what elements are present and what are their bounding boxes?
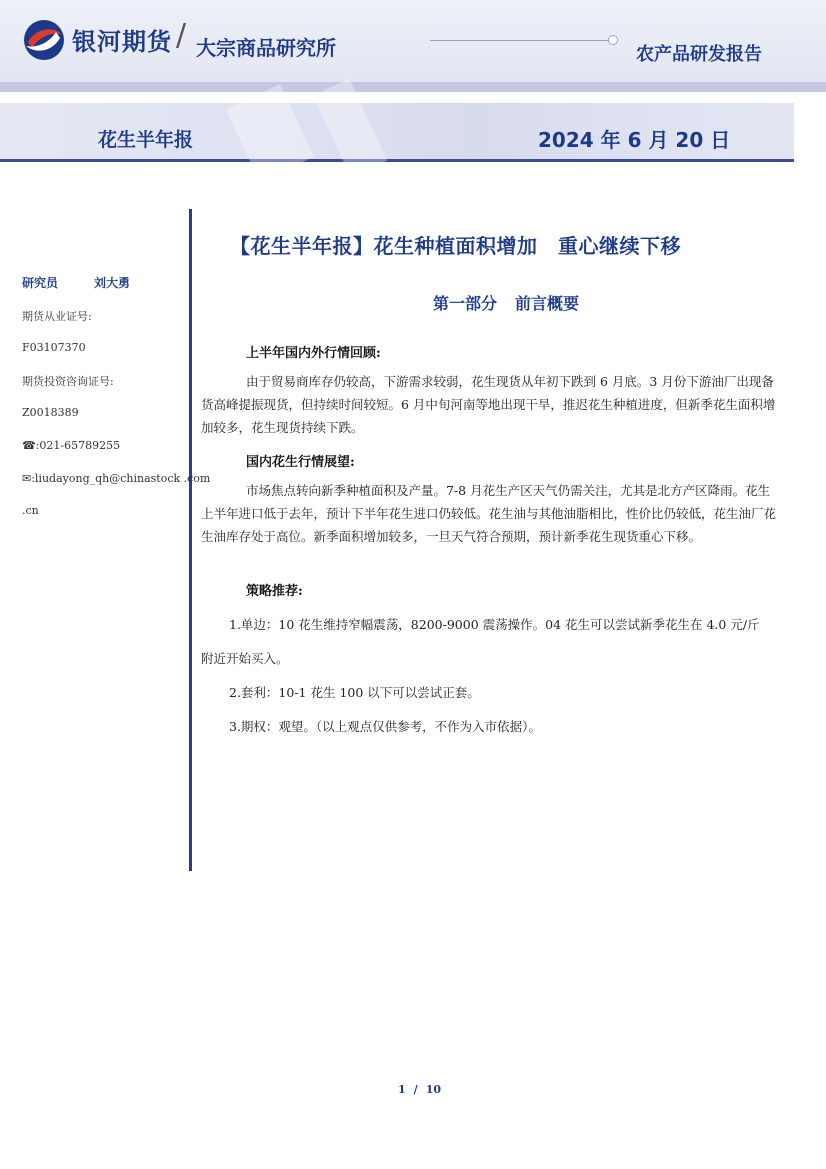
outlook-paragraph: 市场焦点转向新季种植面积及产量。7-8 月花生产区天气仍需关注，尤其是北方产区降雨。花生上半年进口低于去年，预计下半年花生进口仍较低。花生油与其他油脂相比，性价比仍较低，花生油厂花生油库存处于高位。新季面积增加较多，一旦天气符合预期，预计新季花生现货重心下移。 xyxy=(201,483,777,544)
outlook-heading: 国内花生行情展望: xyxy=(246,455,355,470)
consult-number: Z0018389 xyxy=(22,406,79,419)
galaxy-logo-icon xyxy=(22,18,66,62)
report-title: 【花生半年报】花生种植面积增加 重心继续下移 xyxy=(230,234,681,258)
strategy-item: 3.期权：观望。（以上观点仅供参考，不作为入市依据）。 xyxy=(229,719,541,734)
brand-name: 银河期货 xyxy=(72,28,172,56)
review-heading: 上半年国内外行情回顾: xyxy=(246,346,381,361)
analyst-role: 研究员 xyxy=(22,276,59,290)
section-heading xyxy=(433,291,579,314)
page-current: 1 xyxy=(398,1083,406,1096)
brand-separator: / xyxy=(176,18,187,53)
email-address[interactable]: ✉:liudayong_qh@chinastock .com xyxy=(22,472,211,485)
analyst-name: 刘大勇 xyxy=(94,276,131,290)
license-number: F03107370 xyxy=(22,341,86,354)
section-name: 前言概要 xyxy=(515,294,580,313)
strategy-item: 2.套利：10-1 花生 100 以下可以尝试正套。 xyxy=(229,685,480,700)
page-separator: / xyxy=(413,1083,418,1096)
report-date: 2024 年 6 月 20 日 xyxy=(538,128,731,152)
strategy-heading: 策略推荐: xyxy=(246,584,303,599)
report-type: 农产品研发报告 xyxy=(636,44,762,65)
institute-name: 大宗商品研究所 xyxy=(196,36,336,60)
email-address-cont[interactable]: .cn xyxy=(22,504,39,517)
page-total: 10 xyxy=(425,1083,441,1096)
review-paragraph: 由于贸易商库存仍较高，下游需求较弱，花生现货从年初下跌到 6 月底。3 月份下游油厂出现备货高峰提振现货，但持续时间较短。6 月中旬河南等地出现干旱，推迟花生种植进度，但新季花生面积增加较多，花生现货持续下跌。 xyxy=(201,374,776,435)
license-label: 期货从业证号: xyxy=(22,310,92,323)
strategy-item: 1.单边：10 花生维持窄幅震荡，8200-9000 震荡操作。04 花生可以尝试新季花生在 4.0 元/斤附近开始买入。 xyxy=(201,617,760,666)
section-part: 第一部分 xyxy=(433,294,498,313)
header-decor-line xyxy=(430,40,615,41)
phone-number: ☎:021-65789255 xyxy=(22,439,121,452)
header-decor-dot xyxy=(608,35,618,45)
consult-label: 期货投资咨询证号: xyxy=(22,375,114,388)
sidebar-divider xyxy=(189,209,192,871)
report-series: 花生半年报 xyxy=(98,129,194,151)
analyst-name-row xyxy=(22,274,130,291)
page-number xyxy=(394,1083,445,1096)
